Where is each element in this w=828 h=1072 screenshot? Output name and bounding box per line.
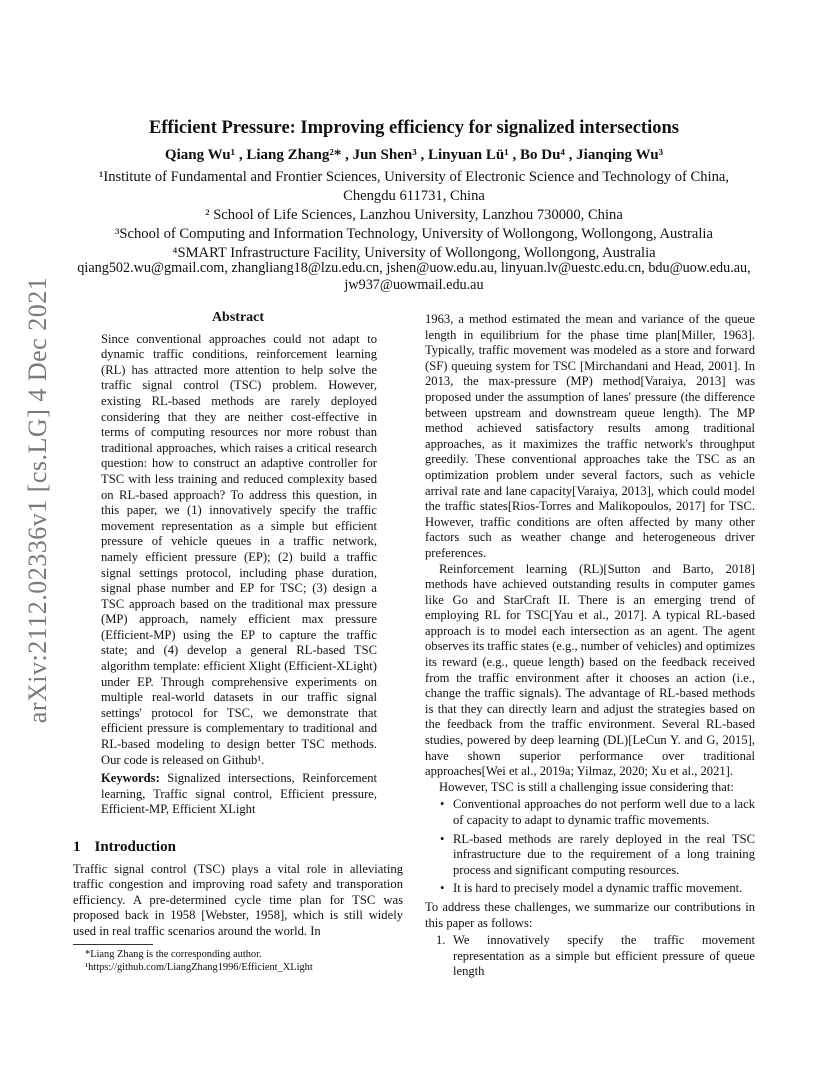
paper-title: Efficient Pressure: Improving efficiency for signalized intersections: [149, 118, 679, 138]
right-paragraph-1: 1963, a method estimated the mean and variance of the queue length in equilibrium for the phase time plan[Miller, 1963]. Typically, traffic movement was modeled as a store and forward (SF) queuing system for TSC [Mirchandani and Head, 2001]. In 2013, the max-pressure (MP) method[Varaiya, 2013] was proposed under the assumption of lanes' pressure (the difference between upstream and downstream queue length). The MP method achieved satisfactory results among traditional approaches, as it maximizes the traffic network's throughput greedily. These conventional approaches take the TSC as an optimization problem under several factors, such as vehicle arrival rate and lane capacity[Varaiya, 2013], which could model the traffic states[Rios-Torres and Malikopoulos, 2017] for TSC. However, traffic conditions are often affected by many other factors such as weather change and heterogeneous driver preferences.: [425, 312, 755, 560]
intro-paragraph: Traffic signal control (TSC) plays a vital role in alleviating traffic congestion and improving road safety and transporation efficiency. A pre-determined cycle time plan for TSC was proposed back in 1958 [Webster, 1958], which is still widely used in real traffic scenarios around the world. In: [73, 861, 403, 938]
author-emails: qiang502.wu@gmail.com, zhangliang18@lzu.edu.cn, jshen@uow.edu.au, linyuan.lv@uestc.edu.cn, bdu@uow.edu.au, jw937@uowmail.edu.au: [77, 260, 751, 293]
right-paragraph-2: Reinforcement learning (RL)[Sutton and Barto, 2018] methods have achieved outstanding results in computer games like Go and StarCraft II. There is an emerging trend of employing RL for TSC[Yau et al., 2017]. A typical RL-based approach is to model each intersection as an agent. The agent observes its traffic states (e.g., number of vehicles) and optimizes its reward (e.g., queue length) based on the feedback received from the traffic environment after it chooses an action (i.e., change the traffic signals). The advantage of RL-based methods is that they can directly learn and adjust the strategies based on the feedback from the traffic environment. Several RL-based studies, powered by deep learning (DL)[LeCun Y. and G, 2015], have shown superior performance over traditional approaches[Wei et al., 2019a; Yilmaz, 2020; Xu et al., 2021].: [425, 561, 755, 779]
right-paragraph-4: To address these challenges, we summarize our contributions in this paper as follows:: [425, 899, 755, 930]
list-item: • Conventional approaches do not perform well due to a lack of capacity to adapt to dynamic traffic movements.: [425, 797, 755, 828]
section-title: Introduction: [94, 839, 176, 855]
challenge-list: [425, 797, 755, 897]
list-item: [425, 933, 755, 980]
section-heading-introduction: [73, 840, 403, 856]
keywords-label: Keywords:: [101, 771, 160, 786]
footnote-corresponding: *Liang Zhang is the corresponding author.: [85, 948, 262, 960]
affiliations: [74, 168, 754, 263]
arxiv-identifier-text: arXiv:2112.02336v1 [cs.LG] 4 Dec 2021: [23, 276, 52, 724]
contribution-list: [425, 933, 755, 980]
left-column: [73, 310, 403, 974]
affiliation-2: ² School of Life Sciences, Lanzhou University, Lanzhou 730000, China: [205, 207, 623, 223]
list-item: • It is hard to precisely model a dynamic traffic movement.: [425, 881, 755, 897]
list-item-text: We innovatively specify the traffic movement representation as a simple but efficient pressure of queue length: [453, 933, 755, 979]
section-number: 1: [73, 839, 81, 855]
abstract-text: Since conventional approaches could not adapt to dynamic traffic conditions, reinforcement learning (RL) has attracted more attention to help solve the traffic signal control (TSC) problem. However, existing RL-based methods are rarely deployed considering that they are neither cost-effective in terms of computing resources nor more robust than traditional approaches, which raises a critical research question: how to construct an adaptive controller for TSC with less training and reduced complexity based on RL-based approach? To address this question, in this paper, we (1) innovatively specify the traffic movement representation as a simple but efficient pressure of vehicle queues in a traffic network, namely efficient pressure (EP); (2) build a traffic signal settings protocol, including phase duration, signal phase number and EP for TSC; (3) design a TSC approach based on the traditional max pressure (MP) approach, namely efficient max pressure (Efficient-MP) using the EP to capture the traffic state; and (4) develop a general RL-based TSC algorithm template: efficient Xlight (Efficient-XLight) under EP. Through comprehensive experiments on multiple real-world datasets in our traffic signal settings' protocol for TSC, we demonstrate that efficient pressure is complementary to traditional and RL-based modeling to design better TSC methods. Our code is released on Github¹.: [101, 331, 377, 767]
affiliation-1: ¹Institute of Fundamental and Frontier Sciences, University of Electronic Science and Technology of China, Chengdu 611731, China: [98, 169, 730, 204]
right-paragraph-3: However, TSC is still a challenging issue considering that:: [439, 779, 734, 794]
affiliation-3: ³School of Computing and Information Technology, University of Wollongong, Wollongong, Australia: [115, 226, 713, 242]
list-number: 1.: [436, 933, 446, 948]
author-list: Qiang Wu¹ , Liang Zhang²* , Jun Shen³ , Linyuan Lü¹ , Bo Du⁴ , Jianqing Wu³: [164, 147, 664, 163]
footnote-rule: [73, 944, 153, 945]
footnote-github: ¹https://github.com/LiangZhang1996/Efficient_XLight: [85, 961, 313, 973]
arxiv-identifier: [8, 276, 68, 724]
right-column: [425, 312, 755, 980]
abstract-body: [73, 332, 403, 818]
list-item: • RL-based methods are rarely deployed in the real TSC infrastructure due to the requirement of a long training process and significant computing resources.: [425, 832, 755, 879]
abstract-heading: Abstract: [211, 310, 265, 325]
keywords-text: Signalized intersections, Reinforcement learning, Traffic signal control, Efficient pressure, Efficient-MP, Efficient XLight: [101, 771, 377, 817]
keywords: [101, 771, 377, 818]
affiliation-4: ⁴SMART Infrastructure Facility, University of Wollongong, Wollongong, Australia: [172, 245, 656, 261]
